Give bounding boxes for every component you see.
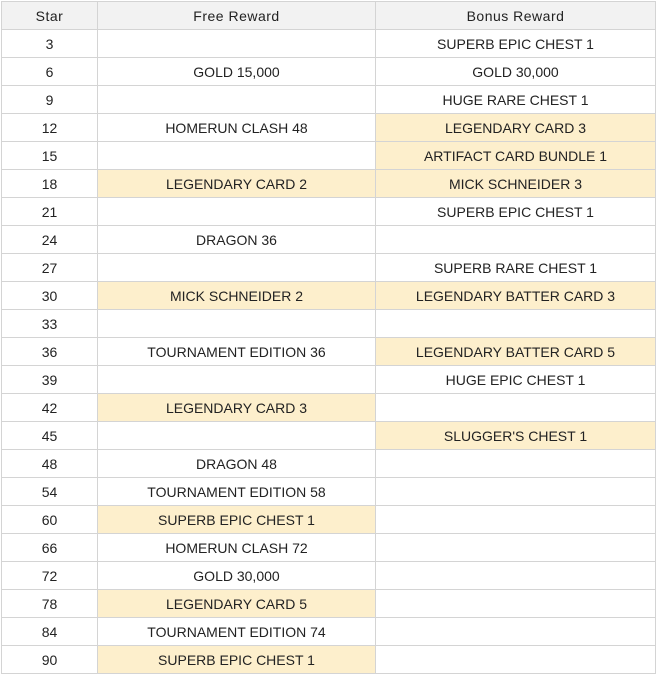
table-row <box>2 506 656 534</box>
star-cell: 15 <box>2 142 98 170</box>
free-reward-cell: DRAGON 48 <box>98 450 376 478</box>
star-cell: 42 <box>2 394 98 422</box>
table-row <box>2 58 656 86</box>
star-cell: 90 <box>2 646 98 674</box>
table-row <box>2 114 656 142</box>
bonus-reward-cell: SUPERB EPIC CHEST 1 <box>376 30 656 58</box>
free-reward-cell: GOLD 15,000 <box>98 58 376 86</box>
table-row <box>2 142 656 170</box>
table-row <box>2 478 656 506</box>
bonus-reward-cell: MICK SCHNEIDER 3 <box>376 170 656 198</box>
free-reward-cell: HOMERUN CLASH 72 <box>98 534 376 562</box>
header-row <box>2 2 656 30</box>
bonus-reward-cell: LEGENDARY CARD 3 <box>376 114 656 142</box>
bonus-reward-cell: ARTIFACT CARD BUNDLE 1 <box>376 142 656 170</box>
table-row <box>2 254 656 282</box>
table-row <box>2 646 656 674</box>
free-reward-cell: MICK SCHNEIDER 2 <box>98 282 376 310</box>
table-row <box>2 198 656 226</box>
bonus-reward-cell <box>376 590 656 618</box>
table-row <box>2 618 656 646</box>
free-reward-cell <box>98 30 376 58</box>
free-reward-cell: SUPERB EPIC CHEST 1 <box>98 506 376 534</box>
star-cell: 27 <box>2 254 98 282</box>
star-cell: 36 <box>2 338 98 366</box>
bonus-reward-cell <box>376 226 656 254</box>
bonus-reward-cell <box>376 562 656 590</box>
star-cell: 84 <box>2 618 98 646</box>
star-cell: 9 <box>2 86 98 114</box>
star-cell: 78 <box>2 590 98 618</box>
free-reward-cell <box>98 86 376 114</box>
star-cell: 72 <box>2 562 98 590</box>
table-row <box>2 562 656 590</box>
table-row <box>2 310 656 338</box>
bonus-reward-cell: GOLD 30,000 <box>376 58 656 86</box>
star-cell: 6 <box>2 58 98 86</box>
bonus-reward-cell <box>376 394 656 422</box>
free-reward-cell: TOURNAMENT EDITION 74 <box>98 618 376 646</box>
table-row <box>2 534 656 562</box>
free-reward-cell: LEGENDARY CARD 2 <box>98 170 376 198</box>
bonus-reward-cell: HUGE RARE CHEST 1 <box>376 86 656 114</box>
star-cell: 21 <box>2 198 98 226</box>
table-row <box>2 282 656 310</box>
free-reward-cell: GOLD 30,000 <box>98 562 376 590</box>
star-cell: 24 <box>2 226 98 254</box>
free-reward-cell <box>98 142 376 170</box>
table-row <box>2 394 656 422</box>
free-reward-cell: DRAGON 36 <box>98 226 376 254</box>
free-reward-cell: LEGENDARY CARD 3 <box>98 394 376 422</box>
bonus-reward-cell: LEGENDARY BATTER CARD 3 <box>376 282 656 310</box>
table-row <box>2 422 656 450</box>
header-bonus-reward: Bonus Reward <box>376 2 656 30</box>
bonus-reward-cell <box>376 506 656 534</box>
bonus-reward-cell <box>376 534 656 562</box>
table-row <box>2 590 656 618</box>
free-reward-cell: SUPERB EPIC CHEST 1 <box>98 646 376 674</box>
free-reward-cell: HOMERUN CLASH 48 <box>98 114 376 142</box>
star-cell: 60 <box>2 506 98 534</box>
free-reward-cell: TOURNAMENT EDITION 36 <box>98 338 376 366</box>
bonus-reward-cell <box>376 618 656 646</box>
table-row <box>2 450 656 478</box>
free-reward-cell <box>98 254 376 282</box>
table-row <box>2 86 656 114</box>
table-row <box>2 226 656 254</box>
free-reward-cell <box>98 422 376 450</box>
bonus-reward-cell: HUGE EPIC CHEST 1 <box>376 366 656 394</box>
free-reward-cell: LEGENDARY CARD 5 <box>98 590 376 618</box>
bonus-reward-cell: LEGENDARY BATTER CARD 5 <box>376 338 656 366</box>
bonus-reward-cell: SUPERB RARE CHEST 1 <box>376 254 656 282</box>
free-reward-cell <box>98 366 376 394</box>
star-cell: 45 <box>2 422 98 450</box>
bonus-reward-cell <box>376 450 656 478</box>
bonus-reward-cell <box>376 310 656 338</box>
bonus-reward-cell: SUPERB EPIC CHEST 1 <box>376 198 656 226</box>
header-free-reward: Free Reward <box>98 2 376 30</box>
free-reward-cell <box>98 310 376 338</box>
table-row <box>2 366 656 394</box>
rewards-table <box>1 1 656 674</box>
star-cell: 48 <box>2 450 98 478</box>
star-cell: 39 <box>2 366 98 394</box>
star-cell: 33 <box>2 310 98 338</box>
table-row <box>2 338 656 366</box>
bonus-reward-cell <box>376 646 656 674</box>
free-reward-cell: TOURNAMENT EDITION 58 <box>98 478 376 506</box>
star-cell: 54 <box>2 478 98 506</box>
header-star: Star <box>2 2 98 30</box>
table-row <box>2 30 656 58</box>
star-cell: 30 <box>2 282 98 310</box>
bonus-reward-cell <box>376 478 656 506</box>
star-cell: 12 <box>2 114 98 142</box>
bonus-reward-cell: SLUGGER'S CHEST 1 <box>376 422 656 450</box>
star-cell: 18 <box>2 170 98 198</box>
star-cell: 3 <box>2 30 98 58</box>
table-row <box>2 170 656 198</box>
free-reward-cell <box>98 198 376 226</box>
star-cell: 66 <box>2 534 98 562</box>
